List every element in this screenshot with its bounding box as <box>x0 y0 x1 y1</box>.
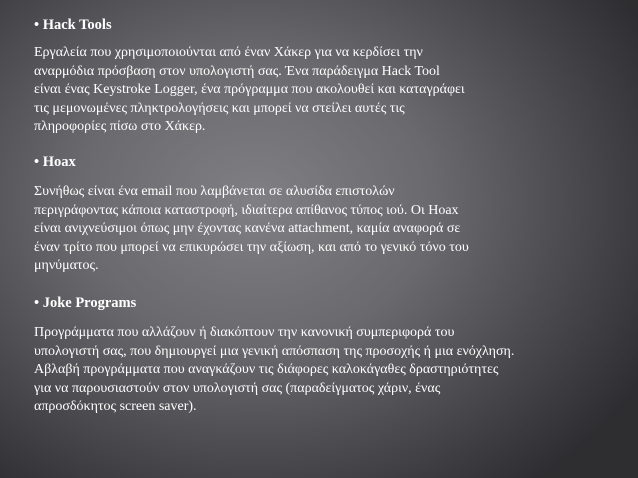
paragraph-line: είναι ένας Keystroke Logger, ένα πρόγραμμα που ακολουθεί και καταγράφει <box>34 82 465 98</box>
paragraph-line: Συνήθως είναι ένα email που λαμβάνεται σε αλυσίδα επιστολών <box>34 183 395 199</box>
paragraph-line: αναρμόδια πρόσβαση στον υπολογιστή σας. Ένα παράδειγμα Hack Tool <box>34 63 440 79</box>
paragraph-line: υπολογιστή σας, που δημιουργεί μια γενική απόσπαση της προσοχής ή μια ενόχληση. <box>34 343 515 359</box>
paragraph-line: είναι ανιχνεύσιμοι όπως μην έχοντας κανένα attachment, καμία αναφορά σε <box>34 221 461 237</box>
section-hack-tools <box>34 16 614 137</box>
paragraph-line: απροσδόκητος screen saver). <box>34 399 197 415</box>
paragraph-line: Εργαλεία που χρησιμοποιούνται από έναν Χάκερ για να κερδίσει την <box>34 45 423 60</box>
section-paragraph <box>34 183 614 276</box>
section-joke-programs <box>34 294 614 417</box>
paragraph-line: έναν τρίτο που μπορεί να επικυρώσει την αξίωση, και από το γενικό τόνο του <box>34 239 469 255</box>
paragraph-line: μηνύματος. <box>34 258 99 274</box>
paragraph-line: περιγράφοντας κάποια καταστροφή, ιδιαίτερα απίθανος τύπος ιού. Οι Hoax <box>34 202 459 218</box>
section-heading: • Hoax <box>34 153 76 170</box>
section-paragraph <box>34 324 614 417</box>
section-paragraph <box>34 44 614 137</box>
section-heading: • Joke Programs <box>34 294 137 311</box>
paragraph-line: τις μεμονωμένες πληκτρολογήσεις και μπορεί να στείλει αυτές τις <box>34 100 405 116</box>
section-hoax <box>34 153 614 276</box>
section-heading: • Hack Tools <box>34 17 112 33</box>
paragraph-line: Προγράμματα που αλλάζουν ή διακόπτουν την κανονική συμπεριφορά του <box>34 324 455 340</box>
paragraph-line: για να παρουσιαστούν στον υπολογιστή σας (παραδείγματος χάριν, ένας <box>34 380 441 396</box>
paragraph-line: πληροφορίες πίσω στο Χάκερ. <box>34 119 206 135</box>
paragraph-line: Αβλαβή προγράμματα που αναγκάζουν τις διάφορες καλοκάγαθες δραστηριότητες <box>34 362 499 378</box>
slide-content <box>34 10 614 417</box>
